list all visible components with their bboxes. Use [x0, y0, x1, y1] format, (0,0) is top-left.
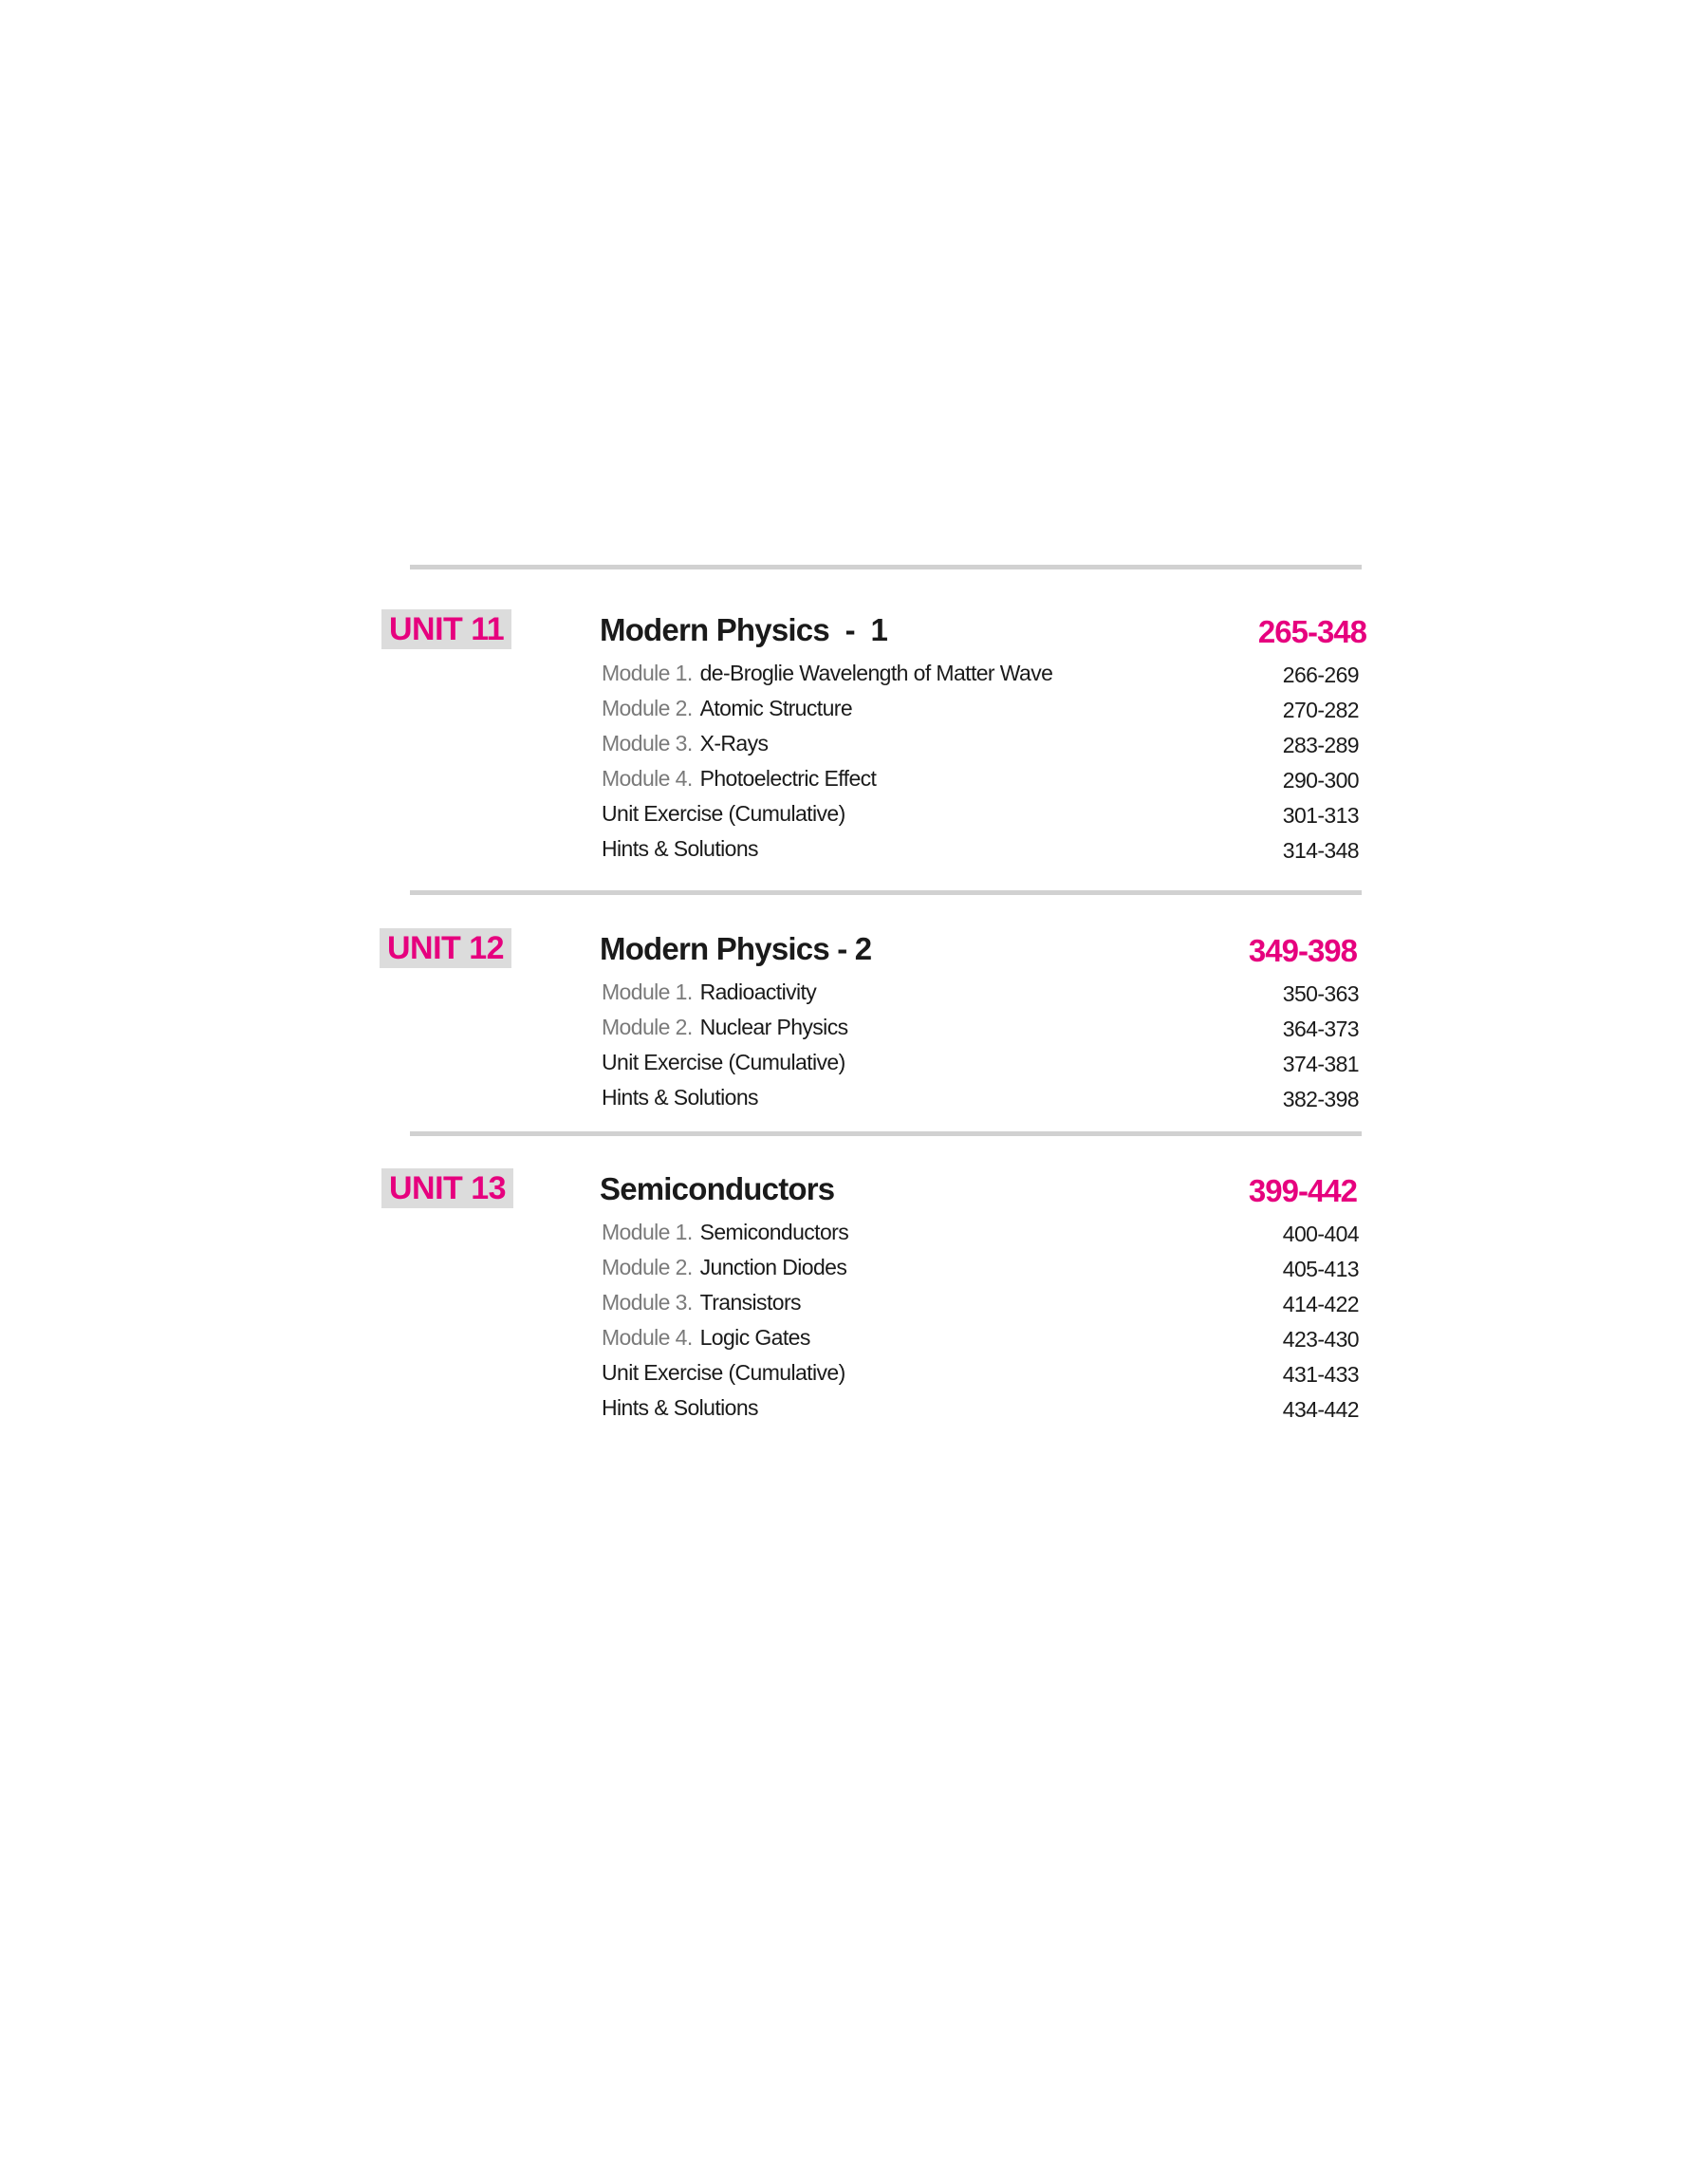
- divider-unit-13: [410, 1131, 1362, 1136]
- module-number: Module 3.: [602, 731, 693, 756]
- module-title: Transistors: [699, 1290, 801, 1315]
- module-row: [602, 659, 1359, 694]
- solutions-page-range: 314-348: [1282, 838, 1359, 863]
- module-row: [602, 978, 1359, 1013]
- module-page-range: 405-413: [1282, 1257, 1359, 1281]
- exercise-title: Unit Exercise (Cumulative): [602, 1360, 845, 1385]
- unit-page-range: 265-348: [1257, 614, 1366, 649]
- unit-title: Modern Physics - 1: [600, 612, 888, 647]
- module-number: Module 4.: [602, 1325, 693, 1350]
- module-page-range: 270-282: [1282, 698, 1359, 722]
- module-title: Photoelectric Effect: [699, 766, 877, 791]
- exercise-page-range: 301-313: [1282, 803, 1359, 828]
- unit-badge: UNIT 11: [381, 609, 511, 649]
- solutions-page-range: 434-442: [1282, 1397, 1359, 1422]
- solutions-row: [602, 1393, 1359, 1428]
- module-row: [602, 1288, 1359, 1323]
- exercise-page-range: 374-381: [1282, 1052, 1359, 1076]
- module-page-range: 283-289: [1282, 733, 1359, 757]
- module-number: Module 3.: [602, 1290, 693, 1315]
- solutions-title: Hints & Solutions: [602, 1085, 758, 1110]
- exercise-row: [602, 1358, 1359, 1393]
- module-row: [602, 1253, 1359, 1288]
- solutions-row: [602, 1083, 1359, 1118]
- unit-title: Modern Physics - 2: [600, 931, 872, 966]
- module-page-range: 266-269: [1282, 662, 1359, 687]
- module-title: X-Rays: [699, 731, 769, 756]
- module-title: Atomic Structure: [699, 696, 853, 720]
- module-number: Module 2.: [602, 696, 693, 720]
- module-page-range: 364-373: [1282, 1017, 1359, 1041]
- module-row: [602, 1218, 1359, 1253]
- module-title: Junction Diodes: [699, 1255, 847, 1279]
- module-title: Nuclear Physics: [699, 1015, 848, 1039]
- module-page-range: 400-404: [1282, 1222, 1359, 1246]
- module-number: Module 4.: [602, 766, 693, 791]
- module-row: [602, 764, 1359, 799]
- solutions-page-range: 382-398: [1282, 1087, 1359, 1111]
- exercise-title: Unit Exercise (Cumulative): [602, 801, 845, 826]
- solutions-title: Hints & Solutions: [602, 1395, 758, 1420]
- exercise-row: [602, 799, 1359, 834]
- solutions-row: [602, 834, 1359, 869]
- module-title: Logic Gates: [699, 1325, 810, 1350]
- module-number: Module 2.: [602, 1255, 693, 1279]
- unit-badge: UNIT 13: [381, 1168, 513, 1208]
- module-page-range: 414-422: [1282, 1292, 1359, 1316]
- exercise-page-range: 431-433: [1282, 1362, 1359, 1387]
- module-list: [602, 1218, 1359, 1428]
- module-row: [602, 1013, 1359, 1048]
- module-page-range: 290-300: [1282, 768, 1359, 793]
- divider-top: [410, 565, 1362, 569]
- solutions-title: Hints & Solutions: [602, 836, 758, 861]
- module-row: [602, 1323, 1359, 1358]
- unit-title: Semiconductors: [600, 1171, 835, 1206]
- module-number: Module 1.: [602, 661, 693, 685]
- module-row: [602, 694, 1359, 729]
- unit-badge: UNIT 12: [380, 928, 511, 968]
- module-list: [602, 659, 1359, 869]
- module-number: Module 1.: [602, 980, 693, 1004]
- module-number: Module 2.: [602, 1015, 693, 1039]
- unit-page-range: 399-442: [1248, 1173, 1357, 1208]
- module-page-range: 423-430: [1282, 1327, 1359, 1352]
- module-title: Radioactivity: [699, 980, 817, 1004]
- divider-unit-12: [410, 890, 1362, 895]
- module-row: [602, 729, 1359, 764]
- unit-page-range: 349-398: [1248, 933, 1357, 968]
- module-number: Module 1.: [602, 1220, 693, 1244]
- module-list: [602, 978, 1359, 1118]
- module-page-range: 350-363: [1282, 981, 1359, 1006]
- module-title: Semiconductors: [699, 1220, 849, 1244]
- exercise-title: Unit Exercise (Cumulative): [602, 1050, 845, 1074]
- exercise-row: [602, 1048, 1359, 1083]
- module-title: de-Broglie Wavelength of Matter Wave: [699, 661, 1053, 685]
